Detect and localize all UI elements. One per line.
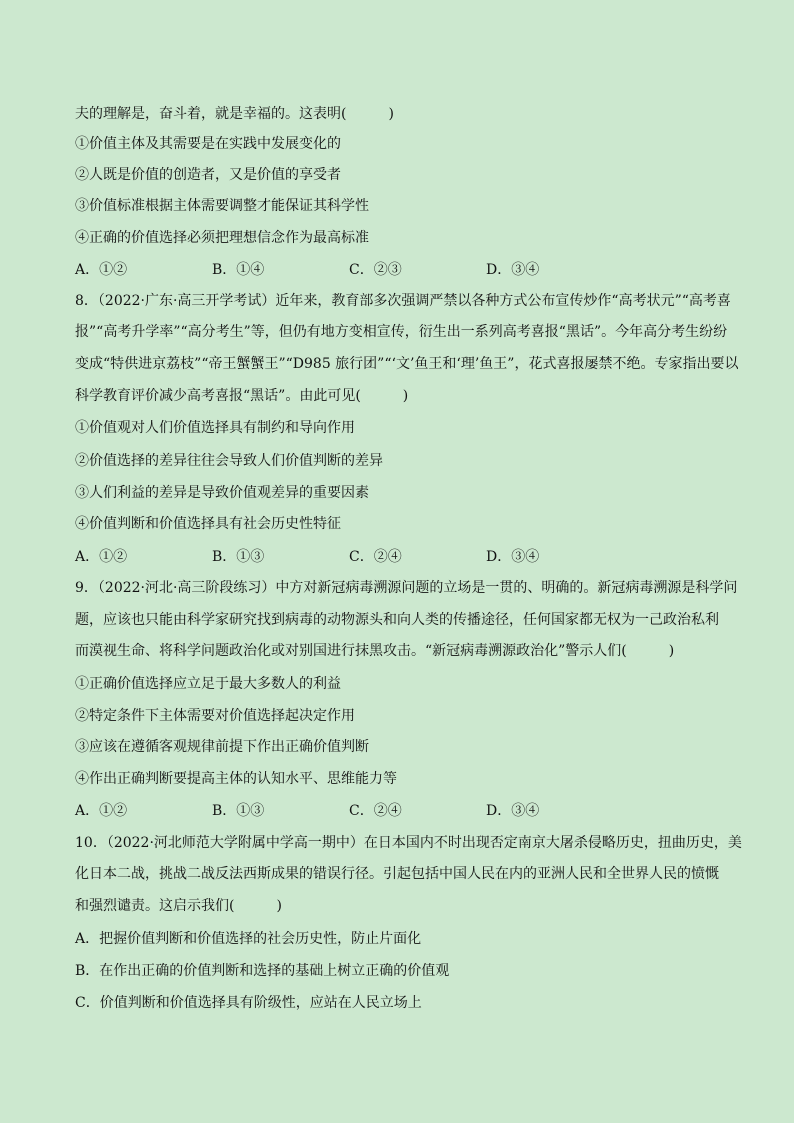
- q9-stem-line-3: 而漠视生命、将科学问题政治化或对别国进行抹黑攻击。“新冠病毒溯源政治化”警示人们( ): [75, 643, 675, 659]
- q8-stem-line-1: 8．（2022·广东·高三开学考试）近年来，教育部多次强调严禁以各种方式公布宣传炒作“高考状元”“高考喜: [75, 293, 731, 309]
- q9-item-2: ②特定条件下主体需要对价值选择起决定作用: [75, 708, 355, 724]
- q9-option-c[interactable]: C．②④: [349, 803, 402, 819]
- q9-option-a[interactable]: A．①②: [75, 803, 128, 819]
- q9-stem-line-2: 题，应该也只能由科学家研究找到病毒的动物源头和向人类的传播途径，任何国家都无权为一己政治私利: [75, 612, 719, 628]
- q7-stem-tail: 夫的理解是，奋斗着，就是幸福的。这表明( ): [75, 106, 394, 122]
- q10-stem-line-1: 10．（2022·河北师范大学附属中学高一期中）在日本国内不时出现否定南京大屠杀侵略历史，扭曲历史，美: [75, 835, 742, 851]
- q8-option-b[interactable]: B．①③: [212, 549, 265, 565]
- q8-stem-line-2: 报”“高考升学率”“高分考生”等，但仍有地方变相宣传，衍生出一系列高考喜报“黑话”。今年高分考生纷纷: [75, 324, 728, 340]
- q8-item-3: ③人们利益的差异是导致价值观差异的重要因素: [75, 485, 369, 501]
- q7-option-a[interactable]: A．①②: [75, 262, 128, 278]
- q8-option-d[interactable]: D．③④: [486, 549, 540, 565]
- q10-stem-line-3: 和强烈谴责。这启示我们( ): [75, 898, 282, 914]
- q8-option-a[interactable]: A．①②: [75, 549, 128, 565]
- q10-option-b[interactable]: B．在作出正确的价值判断和选择的基础上树立正确的价值观: [75, 963, 450, 979]
- q8-stem-line-3: 变成“特供进京荔枝”“帝王蟹蟹王”“D985 旅行团”“‘文’鱼王和‘理’鱼王”，花式喜报屡禁不绝。专家指出要以: [75, 356, 739, 372]
- q7-option-c[interactable]: C．②③: [349, 262, 402, 278]
- q8-item-4: ④价值判断和价值选择具有社会历史性特征: [75, 516, 341, 532]
- q9-option-d[interactable]: D．③④: [486, 803, 540, 819]
- q9-item-3: ③应该在遵循客观规律前提下作出正确价值判断: [75, 739, 369, 755]
- q7-item-3: ③价值标准根据主体需要调整才能保证其科学性: [75, 198, 369, 214]
- q9-option-b[interactable]: B．①③: [212, 803, 265, 819]
- q8-item-1: ①价值观对人们价值选择具有制约和导向作用: [75, 420, 355, 436]
- q7-option-b[interactable]: B．①④: [212, 262, 265, 278]
- q7-item-4: ④正确的价值选择必须把理想信念作为最高标准: [75, 230, 369, 246]
- q8-stem-line-4: 科学教育评价减少高考喜报“黑话”。由此可见( ): [75, 388, 409, 404]
- q9-stem-line-1: 9．（2022·河北·高三阶段练习）中方对新冠病毒溯源问题的立场是一贯的、明确的。新冠病毒溯源是科学问: [75, 580, 738, 596]
- q9-item-4: ④作出正确判断要提高主体的认知水平、思维能力等: [75, 771, 397, 787]
- q7-item-1: ①价值主体及其需要是在实践中发展变化的: [75, 136, 341, 152]
- q7-option-d[interactable]: D．③④: [486, 262, 540, 278]
- q10-option-c[interactable]: C．价值判断和价值选择具有阶级性，应站在人民立场上: [75, 995, 422, 1011]
- q8-item-2: ②价值选择的差异往往会导致人们价值判断的差异: [75, 453, 383, 469]
- q9-item-1: ①正确价值选择应立足于最大多数人的利益: [75, 676, 341, 692]
- q8-option-c[interactable]: C．②④: [349, 549, 402, 565]
- q7-item-2: ②人既是价值的创造者，又是价值的享受者: [75, 167, 341, 183]
- q10-stem-line-2: 化日本二战，挑战二战反法西斯成果的错误行径。引起包括中国人民在内的亚洲人民和全世界人民的愤慨: [75, 866, 719, 882]
- q10-option-a[interactable]: A．把握价值判断和价值选择的社会历史性，防止片面化: [75, 931, 422, 947]
